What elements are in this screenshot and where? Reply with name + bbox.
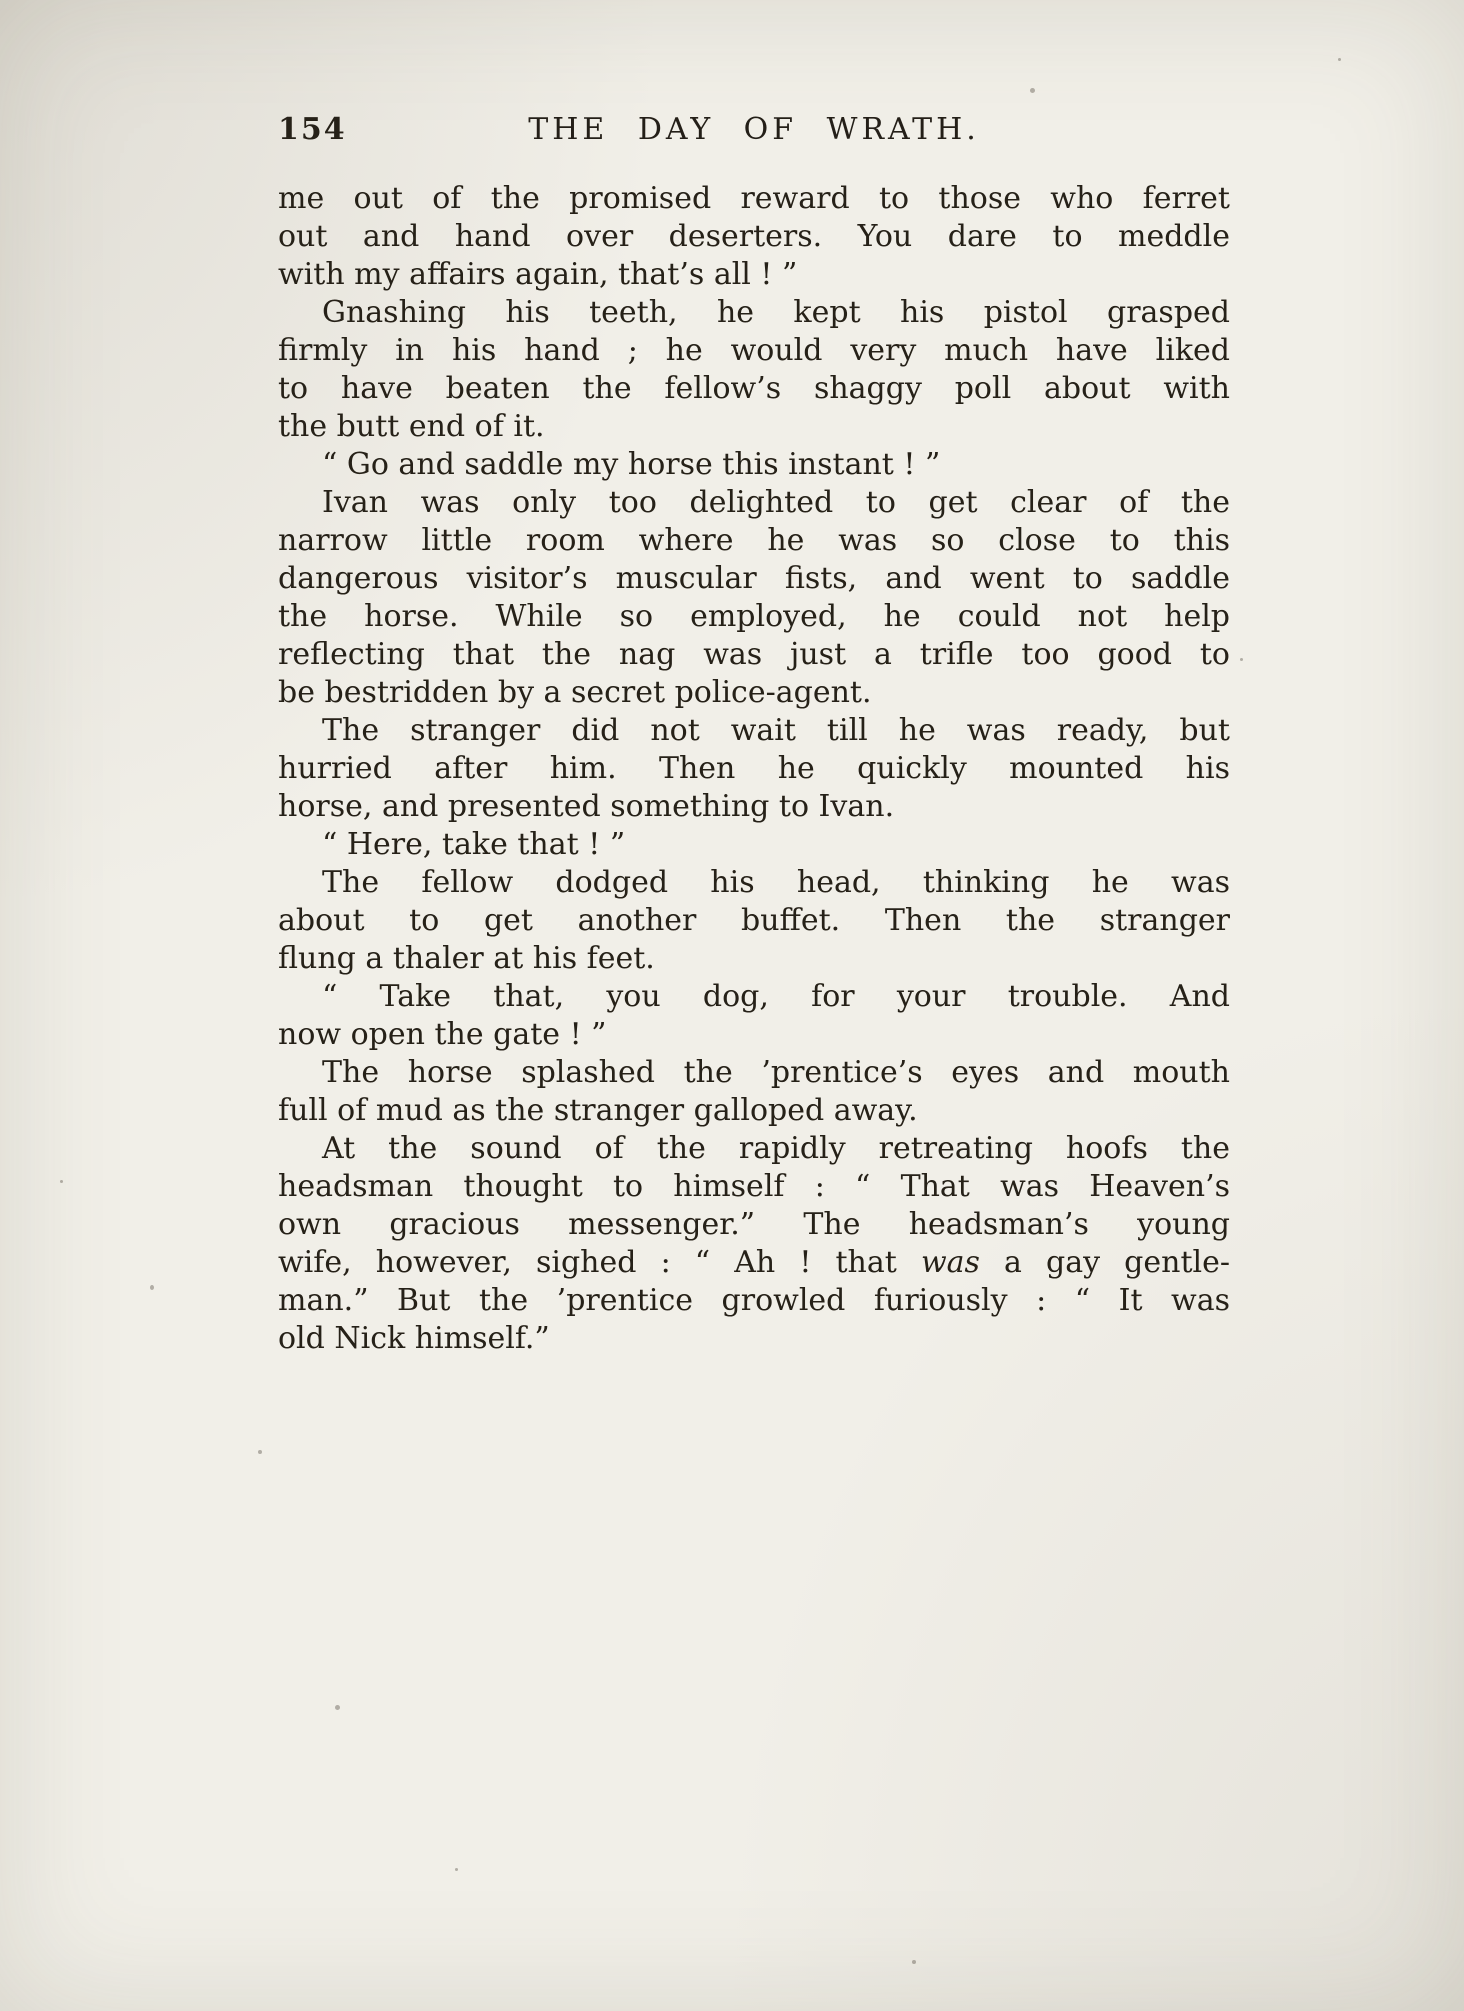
- scan-speck: [912, 1960, 916, 1964]
- page-number: 154: [278, 112, 347, 147]
- text-line: dangerous visitor’s muscular fists, and went to saddle: [278, 561, 1230, 596]
- text-line: me out of the promised reward to those who ferret: [278, 181, 1230, 216]
- body-text: [278, 180, 1230, 1358]
- text-line: “ Here, take that ! ”: [322, 827, 626, 862]
- paragraph: [278, 978, 1230, 1054]
- scan-speck: [455, 1868, 458, 1871]
- text-line: headsman thought to himself : “ That was Heaven’s: [278, 1169, 1230, 1204]
- paragraph: [278, 1054, 1230, 1130]
- text-line: own gracious messenger.” The headsman’s young: [278, 1207, 1230, 1242]
- scan-speck: [150, 1285, 154, 1290]
- text-line: firmly in his hand ; he would very much have liked: [278, 333, 1230, 368]
- paragraph: [278, 864, 1230, 978]
- page-header: [278, 112, 1230, 152]
- text-line: now open the gate ! ”: [278, 1017, 607, 1052]
- text-line: about to get another buffet. Then the stranger: [278, 903, 1230, 938]
- scan-speck: [335, 1705, 340, 1710]
- paragraph: [278, 484, 1230, 712]
- running-title: THE DAY OF WRATH.: [528, 112, 980, 147]
- paragraph: [278, 446, 1230, 484]
- text-line: man.” But the ’prentice growled furiously : “ It was: [278, 1283, 1230, 1318]
- text-line: The fellow dodged his head, thinking he was: [322, 865, 1230, 900]
- text-line: wife, however, sighed : “ Ah ! that was a gay gentle-: [278, 1245, 1230, 1280]
- text-line: hurried after him. Then he quickly mounted his: [278, 751, 1230, 786]
- text-block: [278, 112, 1230, 1358]
- text-line: Ivan was only too delighted to get clear of the: [322, 485, 1230, 520]
- text-line: the horse. While so employed, he could not help: [278, 599, 1230, 634]
- text-line: reflecting that the nag was just a trifle too good to: [278, 637, 1230, 672]
- paragraph: [278, 1130, 1230, 1358]
- paragraph: [278, 712, 1230, 826]
- paragraph: [278, 294, 1230, 446]
- text-line: full of mud as the stranger galloped away.: [278, 1093, 918, 1128]
- text-line: flung a thaler at his feet.: [278, 941, 655, 976]
- scan-speck: [60, 1180, 63, 1183]
- text-line: “ Go and saddle my horse this instant ! ”: [322, 447, 941, 482]
- text-line: “ Take that, you dog, for your trouble. And: [322, 979, 1230, 1014]
- text-line: be bestridden by a secret police-agent.: [278, 675, 872, 710]
- text-line: At the sound of the rapidly retreating hoofs the: [322, 1131, 1230, 1166]
- text-line: with my affairs again, that’s all ! ”: [278, 257, 798, 292]
- text-line: The stranger did not wait till he was ready, but: [322, 713, 1230, 748]
- text-line: The horse splashed the ’prentice’s eyes and mouth: [322, 1055, 1230, 1090]
- scan-speck: [1240, 658, 1243, 661]
- text-line: horse, and presented something to Ivan.: [278, 789, 895, 824]
- text-line: old Nick himself.”: [278, 1321, 550, 1356]
- paragraph: [278, 826, 1230, 864]
- scan-speck: [258, 1450, 262, 1454]
- text-line: narrow little room where he was so close to this: [278, 523, 1230, 558]
- scan-speck: [1338, 58, 1341, 61]
- text-line: Gnashing his teeth, he kept his pistol grasped: [322, 295, 1230, 330]
- text-line: out and hand over deserters. You dare to meddle: [278, 219, 1230, 254]
- scan-speck: [1030, 88, 1035, 93]
- text-line: to have beaten the fellow’s shaggy poll about with: [278, 371, 1230, 406]
- paragraph: [278, 180, 1230, 294]
- text-line: the butt end of it.: [278, 409, 545, 444]
